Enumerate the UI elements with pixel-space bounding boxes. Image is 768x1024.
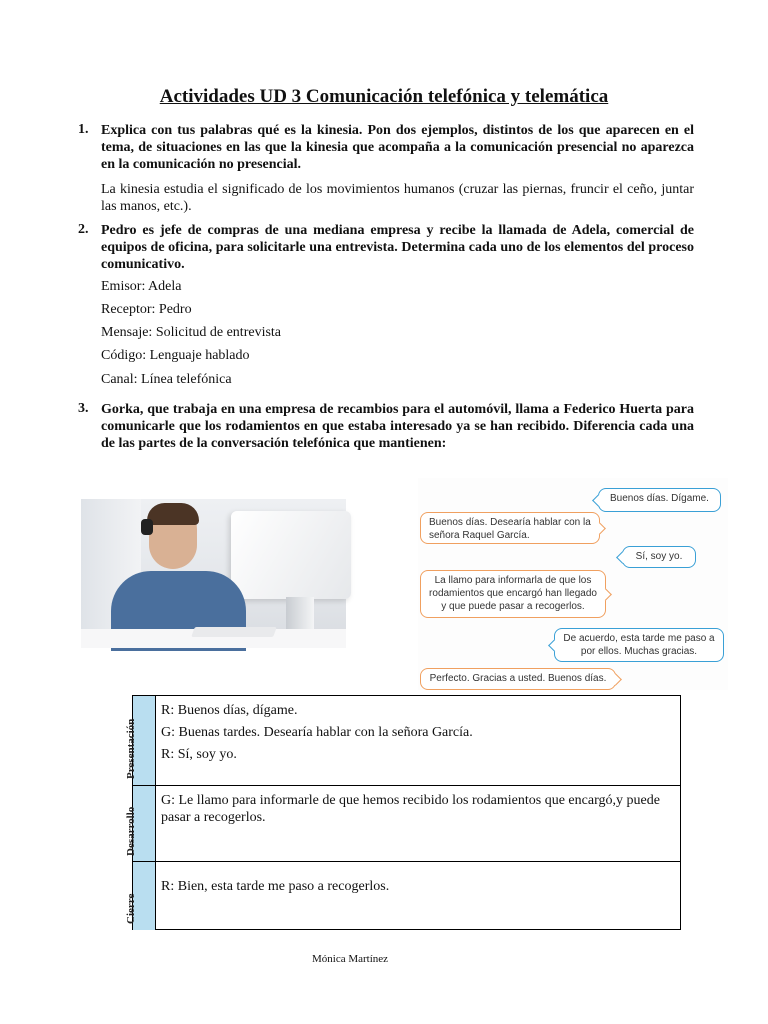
table-cell-line: G: Buenas tardes. Desearía hablar con la señora García. bbox=[161, 725, 473, 740]
table-cell-line: R: Bien, esta tarde me paso a recogerlos. bbox=[161, 879, 390, 894]
table-row bbox=[125, 785, 680, 862]
question-text: Pedro es jefe de compras de una mediana empresa y recibe la llamada de Adela, comercial de equipos de oficina, para solicitarle una entrevista. Determina cada uno de los elementos del proceso comunicativo. bbox=[101, 223, 694, 272]
row-label: Presentación bbox=[133, 696, 156, 785]
table-cell-line: R: Buenos días, dígame. bbox=[161, 703, 298, 718]
question-text: Explica con tus palabras qué es la kinesia. Pon dos ejemplos, distintos de los que aparecen en el tema, de situaciones en las que la kinesia que acompaña a la comunicación presencial no aparezca en la comunicación no presencial. bbox=[101, 123, 694, 172]
question-number: 1. bbox=[78, 122, 89, 137]
page-title: Actividades UD 3 Comunicación telefónica y telemática bbox=[159, 86, 609, 107]
answer-canal: Canal: Línea telefónica bbox=[101, 372, 232, 387]
table-row bbox=[125, 696, 680, 785]
answer-codigo: Código: Lenguaje hablado bbox=[101, 348, 250, 363]
answer-receptor: Receptor: Pedro bbox=[101, 302, 192, 317]
question-text: Gorka, que trabaja en una empresa de recambios para el automóvil, llama a Federico Huerta para comunicarle que los rodamientos en que estaba interesado ya se han recibido. Diferencia cada una de las partes de la conversación telefónica que mantienen: bbox=[101, 402, 694, 451]
answer-emisor: Emisor: Adela bbox=[101, 279, 182, 294]
question-number: 3. bbox=[78, 401, 89, 416]
chat-bubble: De acuerdo, esta tarde me paso a por ellos. Muchas gracias. bbox=[554, 628, 724, 662]
chat-bubble: Sí, soy yo. bbox=[622, 546, 696, 568]
chat-bubble: Perfecto. Gracias a usted. Buenos días. bbox=[420, 668, 616, 690]
keyboard-icon bbox=[191, 627, 277, 637]
conversation-illustration bbox=[418, 478, 728, 690]
headset-icon bbox=[141, 519, 153, 535]
row-label: Desarrollo bbox=[133, 786, 156, 862]
answer-mensaje: Mensaje: Solicitud de entrevista bbox=[101, 325, 282, 340]
table-cell-line: G: Le llamo para informarle de que hemos recibido los rodamientos que encargó,y puede pasar a recogerlos. bbox=[161, 793, 660, 825]
table-cell-line: R: Sí, soy yo. bbox=[161, 747, 237, 762]
question-2 bbox=[78, 222, 694, 273]
chat-bubble: Buenos días. Desearía hablar con la señora Raquel García. bbox=[420, 512, 600, 544]
footer-author: Mónica Martínez bbox=[312, 953, 389, 965]
row-label: Cierre bbox=[133, 862, 156, 930]
question-number: 2. bbox=[78, 222, 89, 237]
chat-bubble: La llamo para informarla de que los rodamientos que encargó han llegado y que puede pasar a recogerlos. bbox=[420, 570, 606, 618]
chat-bubble: Buenos días. Dígame. bbox=[598, 488, 721, 512]
question-3 bbox=[78, 401, 694, 452]
conversation-table bbox=[125, 695, 681, 930]
question-1 bbox=[78, 122, 694, 215]
monitor-icon bbox=[231, 511, 351, 599]
table-row bbox=[125, 861, 680, 930]
answer-text: La kinesia estudia el significado de los movimientos humanos (cruzar las piernas, fruncir el ceño, juntar las manos, etc.). bbox=[101, 182, 694, 214]
office-photo bbox=[81, 499, 346, 648]
